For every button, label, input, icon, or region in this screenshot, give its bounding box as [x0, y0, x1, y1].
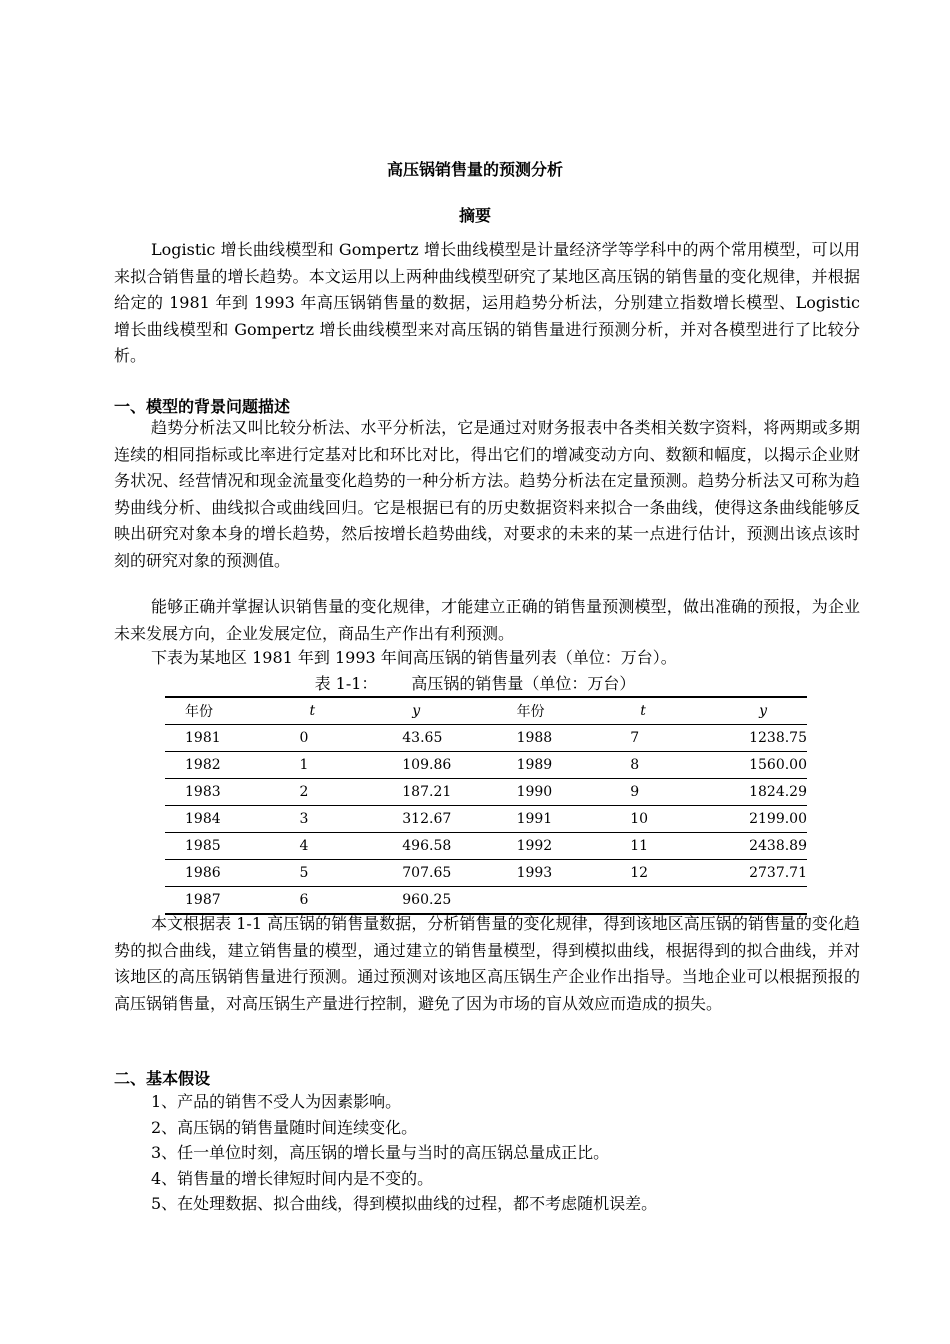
cell-year: 1984 — [165, 806, 270, 833]
cell-t: 12 — [600, 860, 719, 887]
cell-year: 1990 — [497, 779, 601, 806]
cell-y: 1560.00 — [719, 752, 807, 779]
assumption-item: 5、在处理数据、拟合曲线，得到模拟曲线的过程，都不考虑随机误差。 — [151, 1194, 658, 1213]
cell-t: 6 — [270, 887, 373, 915]
section1-paragraph-1: 趋势分析法又叫比较分析法、水平分析法，它是通过对财务报表中各类相关数字资料，将两期或多期连续的相同指标或比率进行定基对比和环比对比，得出它们的增减变动方向、数额和幅度，以揭示企业财务状况、经营情况和现金流量变化趋势的一种分析方法。趋势分析法在定量预测。趋势分析法又可称为趋势曲线分析、曲线拟合或曲线回归。它是根据已有的历史数据资料来拟合一条曲线，使得这条曲线能够反映出研究对象本身的增长趋势，然后按增长趋势曲线，对要求的未来的某一点进行估计，预测出该点该时刻的研究对象的预测值。 — [114, 418, 860, 570]
cell-year: 1982 — [165, 752, 270, 779]
cell-year: 1992 — [497, 833, 601, 860]
cell-t — [600, 887, 719, 915]
cell-year — [497, 887, 601, 915]
section1-paragraph-3: 下表为某地区 1981 年到 1993 年间高压锅的销售量列表（单位：万台）。 — [151, 648, 677, 667]
cell-y: 707.65 — [372, 860, 496, 887]
table-caption-text: 高压锅的销售量（单位：万台） — [411, 674, 636, 693]
table-row — [165, 833, 807, 860]
cell-year: 1989 — [497, 752, 601, 779]
abstract-paragraph: Logistic 增长曲线模型和 Gompertz 增长曲线模型是计量经济学等学科中的两个常用模型，可以用来拟合销售量的增长趋势。本文运用以上两种曲线模型研究了某地区高压锅的销售量的变化规律，并根据给定的 1981 年到 1993 年高压锅销售量的数据，运用趋势分析法，分别建立指数增长模型、Logistic 增长曲线模型和 Gompertz 增长曲线模型来对高压锅的销售量进行预测分析，并对各模型进行了比较分析。 — [114, 240, 860, 365]
cell-y: 43.65 — [372, 725, 496, 752]
cell-year: 1983 — [165, 779, 270, 806]
section2-heading: 二、基本假设 — [114, 1069, 211, 1088]
assumption-item: 4、销售量的增长律短时间内是不变的。 — [151, 1169, 434, 1188]
cell-y: 109.86 — [372, 752, 496, 779]
cell-y — [719, 887, 807, 915]
cell-t: 3 — [270, 806, 373, 833]
cell-year: 1988 — [497, 725, 601, 752]
table-row — [165, 887, 807, 915]
page-title: 高压锅销售量的预测分析 — [386, 160, 563, 179]
cell-t: 2 — [270, 779, 373, 806]
cell-t: 7 — [600, 725, 719, 752]
cell-t: 1 — [270, 752, 373, 779]
cell-year: 1991 — [497, 806, 601, 833]
header-y-1: y — [372, 697, 496, 725]
abstract-heading: 摘要 — [458, 206, 491, 225]
assumption-item: 1、产品的销售不受人为因素影响。 — [151, 1092, 402, 1111]
cell-t: 8 — [600, 752, 719, 779]
section1-paragraph-2: 能够正确并掌握认识销售量的变化规律，才能建立正确的销售量预测模型，做出准确的预报，为企业未来发展方向，企业发展定位，商品生产作出有利预测。 — [114, 597, 860, 643]
cell-y: 2199.00 — [719, 806, 807, 833]
cell-t: 10 — [600, 806, 719, 833]
sales-table — [165, 696, 807, 915]
table-row — [165, 806, 807, 833]
header-t-2: t — [600, 697, 719, 725]
assumption-item: 2、高压锅的销售量随时间连续变化。 — [151, 1118, 418, 1137]
section1-heading: 一、模型的背景问题描述 — [114, 397, 291, 416]
cell-y: 1824.29 — [719, 779, 807, 806]
table-row — [165, 860, 807, 887]
cell-year: 1987 — [165, 887, 270, 915]
cell-year: 1993 — [497, 860, 601, 887]
cell-t: 5 — [270, 860, 373, 887]
assumption-item: 3、任一单位时刻，高压锅的增长量与当时的高压锅总量成正比。 — [151, 1143, 610, 1162]
cell-y: 960.25 — [372, 887, 496, 915]
cell-y: 1238.75 — [719, 725, 807, 752]
header-t-1: t — [270, 697, 373, 725]
cell-t: 0 — [270, 725, 373, 752]
cell-t: 11 — [600, 833, 719, 860]
cell-y: 2737.71 — [719, 860, 807, 887]
cell-year: 1985 — [165, 833, 270, 860]
cell-t: 4 — [270, 833, 373, 860]
header-year-1: 年份 — [165, 697, 270, 725]
section1-paragraph-4: 本文根据表 1-1 高压锅的销售量数据，分析销售量的变化规律，得到该地区高压锅的销售量的变化趋势的拟合曲线，建立销售量的模型，通过建立的销售量模型，得到模拟曲线，根据得到的拟合曲线，并对该地区的高压锅销售量进行预测。通过预测对该地区高压锅生产企业作出指导。当地企业可以根据预报的高压锅销售量，对高压锅生产量进行控制，避免了因为市场的盲从效应而造成的损失。 — [114, 914, 860, 1013]
table-row — [165, 779, 807, 806]
header-y-2: y — [719, 697, 807, 725]
cell-year: 1981 — [165, 725, 270, 752]
cell-t: 9 — [600, 779, 719, 806]
table-caption-label: 表 1-1： — [314, 674, 378, 693]
table-caption — [0, 671, 950, 694]
cell-year: 1986 — [165, 860, 270, 887]
header-year-2: 年份 — [497, 697, 601, 725]
cell-y: 496.58 — [372, 833, 496, 860]
table-row — [165, 752, 807, 779]
cell-y: 312.67 — [372, 806, 496, 833]
table-row — [165, 725, 807, 752]
cell-y: 2438.89 — [719, 833, 807, 860]
table-header-row — [165, 697, 807, 725]
cell-y: 187.21 — [372, 779, 496, 806]
